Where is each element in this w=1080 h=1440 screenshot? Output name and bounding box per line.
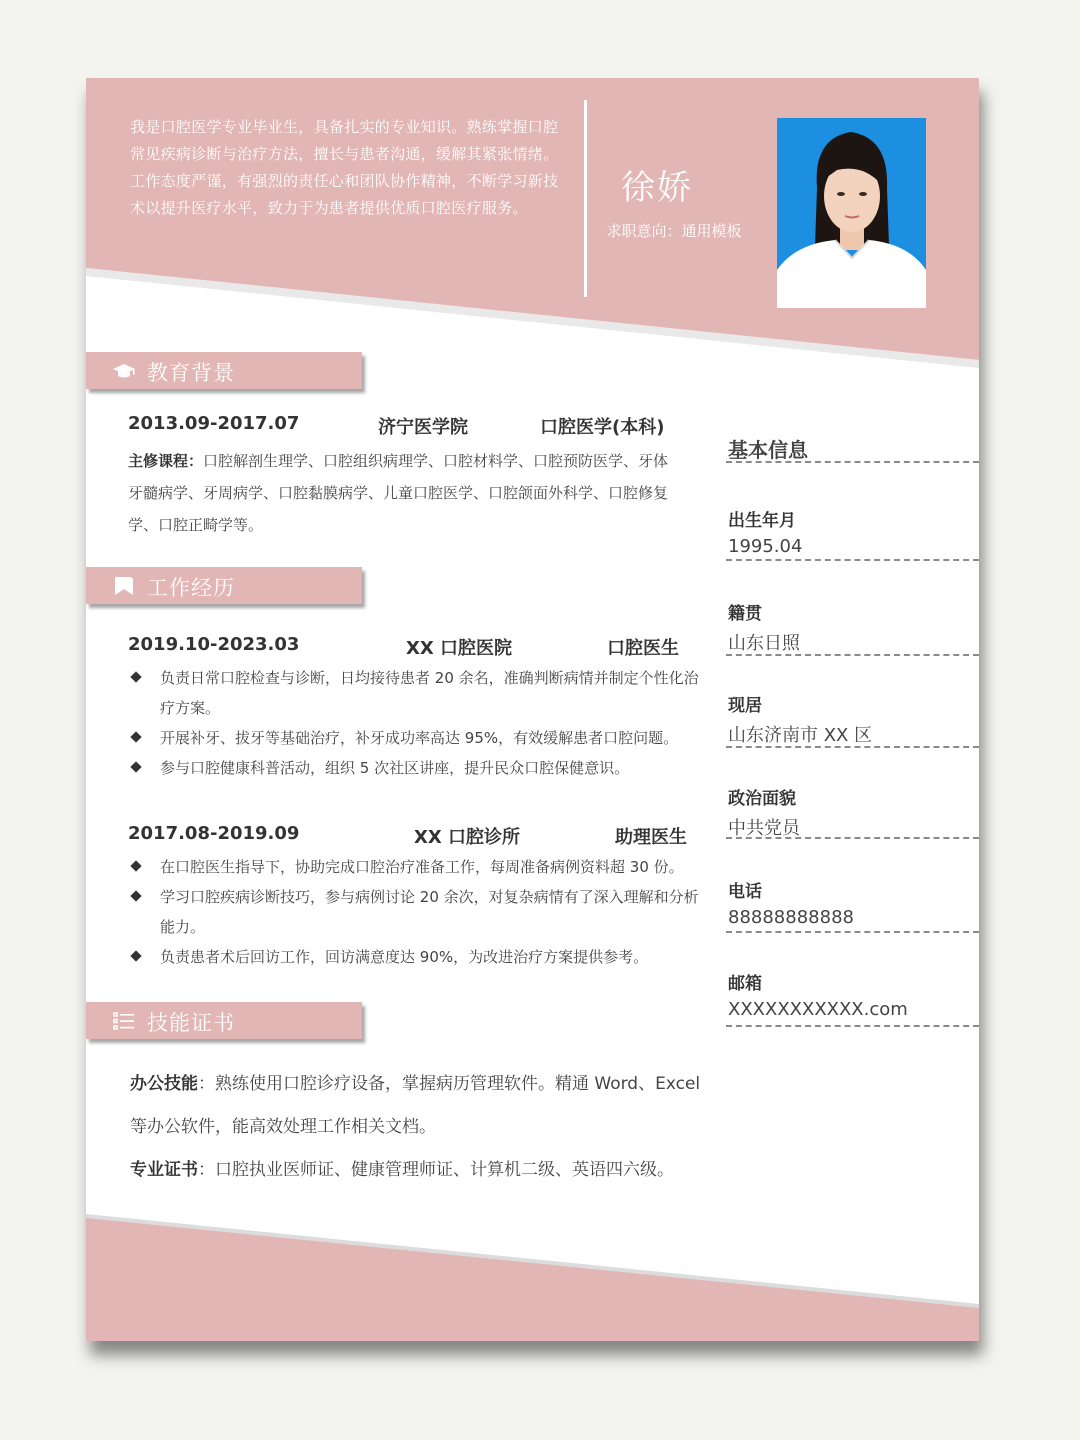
courses-label: 主修课程： bbox=[128, 452, 204, 470]
courses-text: 口腔解剖生理学、口腔组织病理学、口腔材料学、口腔预防医学、牙体牙髓病学、牙周病学、口腔黏膜病学、儿童口腔医学、口腔颌面外科学、口腔修复学、口腔正畸学等。 bbox=[128, 452, 669, 534]
divider bbox=[726, 837, 979, 839]
skills-title: 技能证书 bbox=[147, 1011, 235, 1035]
info-value-residence: 山东济南市 XX 区 bbox=[728, 725, 873, 746]
info-value-email: XXXXXXXXXXX.com bbox=[728, 999, 908, 1020]
resume-page bbox=[86, 78, 979, 1341]
list-item: 开展补牙、拔牙等基础治疗，补牙成功率高达 95%，有效缓解患者口腔问题。 bbox=[128, 723, 713, 753]
work-title: 工作经历 bbox=[147, 576, 235, 600]
job-period: 2017.08-2019.09 bbox=[128, 823, 300, 844]
education-title: 教育背景 bbox=[147, 361, 235, 385]
certificates-label: 专业证书 bbox=[130, 1160, 198, 1180]
info-label-hometown: 籍贯 bbox=[728, 604, 762, 624]
job-duties bbox=[128, 852, 713, 972]
self-introduction: 我是口腔医学专业毕业生，具备扎实的专业知识。熟练掌握口腔常见疾病诊断与治疗方法，擅长与患者沟通，缓解其紧张情绪。工作态度严谨，有强烈的责任心和团队协作精神，不断学习新技术以提升医疗水平，致力于为患者提供优质口腔医疗服务。 bbox=[130, 118, 559, 217]
job-role: 助理医生 bbox=[615, 827, 687, 848]
info-label-political: 政治面貌 bbox=[728, 789, 796, 809]
certificates bbox=[130, 1149, 720, 1192]
divider bbox=[726, 461, 979, 463]
info-value-phone: 88888888888 bbox=[728, 907, 854, 928]
education-major: 口腔医学(本科) bbox=[540, 417, 665, 438]
info-value-political: 中共党员 bbox=[728, 818, 800, 839]
info-value-birth: 1995.04 bbox=[728, 536, 803, 557]
profile-photo bbox=[777, 118, 926, 308]
list-item: 负责患者术后回访工作，回访满意度达 90%，为改进治疗方案提供参考。 bbox=[128, 942, 713, 972]
skills-content bbox=[130, 1063, 720, 1192]
info-label-email: 邮箱 bbox=[728, 974, 762, 994]
divider bbox=[726, 746, 979, 748]
list-icon bbox=[112, 1009, 136, 1033]
divider bbox=[726, 654, 979, 656]
certificates-text: ：口腔执业医师证、健康管理师证、计算机二级、英语四六级。 bbox=[198, 1160, 674, 1180]
info-value-hometown: 山东日照 bbox=[728, 633, 800, 654]
job-org: XX 口腔医院 bbox=[406, 638, 513, 659]
divider bbox=[726, 559, 979, 561]
info-label-residence: 现居 bbox=[728, 696, 762, 716]
education-period: 2013.09-2017.07 bbox=[128, 413, 300, 434]
list-item: 在口腔医生指导下，协助完成口腔治疗准备工作，每周准备病例资料超 30 份。 bbox=[128, 852, 713, 882]
divider bbox=[726, 931, 979, 933]
footer-background bbox=[86, 1208, 979, 1341]
job-role: 口腔医生 bbox=[607, 638, 679, 659]
job-intention: 求职意向：通用模板 bbox=[606, 222, 742, 240]
job-duties bbox=[128, 663, 713, 783]
info-label-phone: 电话 bbox=[728, 882, 762, 902]
job-org: XX 口腔诊所 bbox=[414, 827, 521, 848]
skills-section-header bbox=[86, 1002, 362, 1039]
education-section-header bbox=[86, 352, 362, 389]
bookmark-icon bbox=[112, 574, 136, 598]
list-item: 参与口腔健康科普活动，组织 5 次社区讲座，提升民众口腔保健意识。 bbox=[128, 753, 713, 783]
office-skills bbox=[130, 1063, 720, 1149]
list-item: 学习口腔疾病诊断技巧，参与病例讨论 20 余次，对复杂病情有了深入理解和分析能力。 bbox=[128, 882, 713, 942]
list-item: 负责日常口腔检查与诊断，日均接待患者 20 余名，准确判断病情并制定个性化治疗方案。 bbox=[128, 663, 713, 723]
graduation-cap-icon bbox=[112, 359, 136, 383]
work-section-header bbox=[86, 567, 362, 604]
job-period: 2019.10-2023.03 bbox=[128, 634, 300, 655]
education-school: 济宁医学院 bbox=[378, 417, 468, 438]
education-courses bbox=[128, 445, 683, 541]
info-label-birth: 出生年月 bbox=[728, 511, 796, 531]
divider bbox=[726, 1025, 979, 1027]
candidate-name: 徐娇 bbox=[621, 168, 693, 208]
office-skills-text: ：熟练使用口腔诊疗设备，掌握病历管理软件。精通 Word、Excel 等办公软件，能高效处理工作相关文档。 bbox=[130, 1074, 701, 1137]
basic-info-title: 基本信息 bbox=[728, 438, 808, 462]
office-skills-label: 办公技能 bbox=[130, 1074, 198, 1094]
